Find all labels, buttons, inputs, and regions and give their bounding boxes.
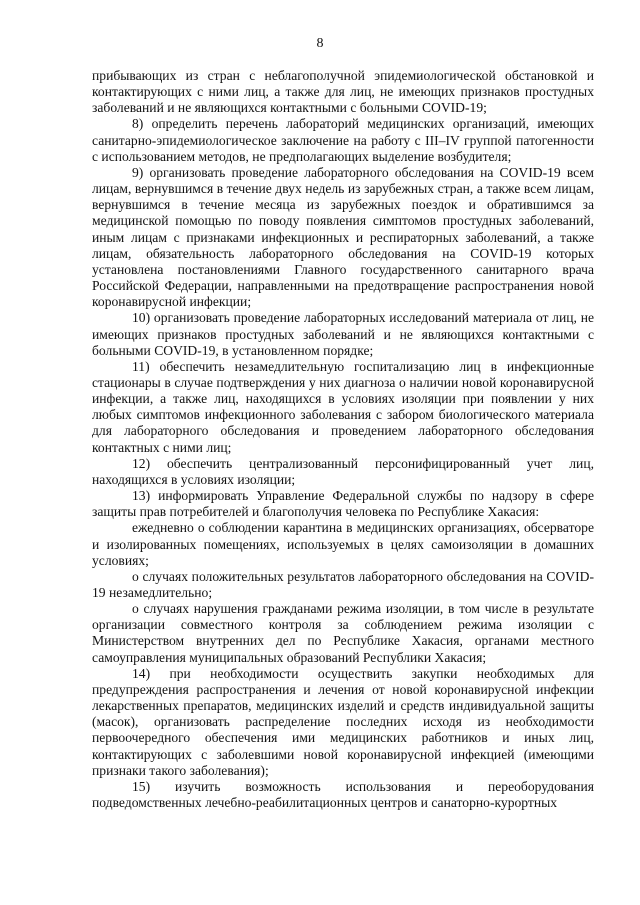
paragraph-item-10: 10) организовать проведение лабораторных исследований материала от лиц, не имеющих признаков простудных заболеваний и не являющихся контактными с больными COVID-19, в установленном порядке; [92, 310, 594, 358]
paragraph-item-9: 9) организовать проведение лабораторного обследования на COVID-19 всем лицам, вернувшимся в течение двух недель из зарубежных стран, а также всем лицам, вернувшимся в течение месяца из зарубежных поездок и обратившимся за медицинской помощью по поводу появления симптомов простудных заболеваний, иным лицам с признаками инфекционных и респираторных заболеваний, а также лицам, обязательность лабораторного обследования на COVID-19 которых установлена постановлениями Главного государственного санитарного врача Российской Федерации, направленными на предотвращение распространения новой коронавирусной инфекции; [92, 164, 594, 310]
paragraph-item-14: 14) при необходимости осуществить закупки необходимых для предупреждения распространения и лечения от новой коронавирусной инфекции лекарственных препаратов, медицинских изделий и средств индивидуальной защиты (масок), организовать распределение последних исходя из необходимости первоочередного обеспечения ими медицинских работников и иных лиц, контактирующих с заболевшими новой коронавирусной инфекцией (имеющими признаки такого заболевания); [92, 665, 594, 778]
paragraph-item-12: 12) обеспечить централизованный персонифицированный учет лиц, находящихся в условиях изоляции; [92, 455, 594, 487]
paragraph-item-15: 15) изучить возможность использования и переоборудования подведомственных лечебно-реабилитационных центров и санаторно-курортных [92, 778, 594, 811]
paragraph-item-13-positive: о случаях положительных результатов лабораторного обследования на COVID-19 незамедлительно; [92, 568, 594, 600]
paragraph-item-11: 11) обеспечить незамедлительную госпитализацию лиц в инфекционные стационары в случае подтверждения у них диагноза о наличии новой коронавирусной инфекции, а также лиц, находящихся в условиях изоляции при появлении у них любых симптомов инфекционного заболевания с забором биологического материала для лабораторного обследования и проведением лабораторного обследования контактных с ними лиц; [92, 358, 594, 455]
paragraph-continuation: прибывающих из стран с неблагополучной эпидемиологической обстановкой и контактирующих с ними лиц, а также для лиц, не имеющих признаков простудных заболеваний и не являющихся контактными с больными COVID-19; [92, 68, 594, 116]
page-number: 8 [316, 36, 324, 51]
paragraph-item-8: 8) определить перечень лабораторий медицинских организаций, имеющих санитарно-эпидемиологическое заключение на работу с III–IV группой патогенности с использованием методов, не предполагающих выделение возбудителя; [92, 116, 594, 164]
paragraph-item-13: 13) информировать Управление Федеральной службы по надзору в сфере защиты прав потребителей и благополучия человека по Республике Хакасия: [92, 488, 594, 520]
paragraph-item-13-daily: ежедневно о соблюдении карантина в медицинских организациях, обсерваторе и изолированных помещениях, используемых в целях самоизоляции в домашних условиях; [92, 520, 594, 568]
paragraph-item-13-violations: о случаях нарушения гражданами режима изоляции, в том числе в результате организации совместного контроля за соблюдением режима изоляции с Министерством внутренних дел по Республике Хакасия, органами местного самоуправления муниципальных образований Республики Хакасия; [92, 601, 594, 665]
document-body [92, 68, 594, 811]
